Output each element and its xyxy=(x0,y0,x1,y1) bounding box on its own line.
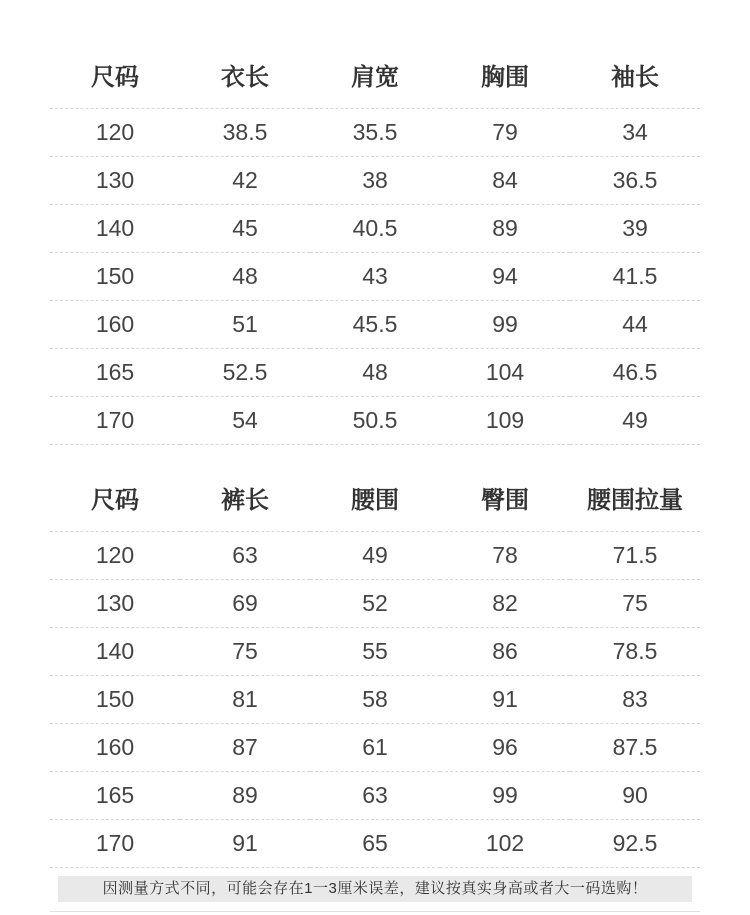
table-row xyxy=(50,157,700,205)
measurement-cell: 104 xyxy=(440,349,570,397)
measurement-cell: 63 xyxy=(310,772,440,820)
column-header: 腰围 xyxy=(310,461,440,532)
table-row xyxy=(50,109,700,157)
column-header: 尺码 xyxy=(50,38,180,109)
bottom-size-table xyxy=(50,461,700,868)
table-row xyxy=(50,724,700,772)
size-cell: 160 xyxy=(50,724,180,772)
measurement-cell: 49 xyxy=(570,397,700,445)
size-cell: 150 xyxy=(50,676,180,724)
measurement-cell: 87 xyxy=(180,724,310,772)
measurement-cell: 91 xyxy=(440,676,570,724)
measurement-cell: 91 xyxy=(180,820,310,868)
measurement-cell: 94 xyxy=(440,253,570,301)
measurement-cell: 48 xyxy=(310,349,440,397)
table-row xyxy=(50,301,700,349)
measurement-cell: 45 xyxy=(180,205,310,253)
measurement-cell: 69 xyxy=(180,580,310,628)
table-row xyxy=(50,820,700,868)
measurement-cell: 48 xyxy=(180,253,310,301)
size-cell: 120 xyxy=(50,532,180,580)
measurement-cell: 43 xyxy=(310,253,440,301)
table-header-row xyxy=(50,38,700,109)
column-header: 裤长 xyxy=(180,461,310,532)
table-row xyxy=(50,772,700,820)
measurement-cell: 61 xyxy=(310,724,440,772)
measurement-cell: 52.5 xyxy=(180,349,310,397)
measurement-cell: 75 xyxy=(180,628,310,676)
measurement-cell: 34 xyxy=(570,109,700,157)
measurement-cell: 38.5 xyxy=(180,109,310,157)
size-cell: 120 xyxy=(50,109,180,157)
measurement-cell: 71.5 xyxy=(570,532,700,580)
table-header-row xyxy=(50,461,700,532)
measurement-cell: 96 xyxy=(440,724,570,772)
measurement-cell: 44 xyxy=(570,301,700,349)
measurement-cell: 81 xyxy=(180,676,310,724)
measurement-cell: 78 xyxy=(440,532,570,580)
table-row xyxy=(50,628,700,676)
measurement-cell: 65 xyxy=(310,820,440,868)
measurement-cell: 35.5 xyxy=(310,109,440,157)
measurement-cell: 90 xyxy=(570,772,700,820)
size-cell: 165 xyxy=(50,349,180,397)
size-cell: 130 xyxy=(50,580,180,628)
top-size-table xyxy=(50,38,700,445)
measurement-cell: 102 xyxy=(440,820,570,868)
size-cell: 140 xyxy=(50,628,180,676)
measurement-cell: 42 xyxy=(180,157,310,205)
measurement-cell: 99 xyxy=(440,301,570,349)
measurement-cell: 109 xyxy=(440,397,570,445)
measurement-cell: 46.5 xyxy=(570,349,700,397)
measurement-cell: 50.5 xyxy=(310,397,440,445)
column-header: 腰围拉量 xyxy=(570,461,700,532)
table-row xyxy=(50,532,700,580)
measurement-cell: 38 xyxy=(310,157,440,205)
measurement-cell: 87.5 xyxy=(570,724,700,772)
column-header: 衣长 xyxy=(180,38,310,109)
measurement-cell: 40.5 xyxy=(310,205,440,253)
measurement-cell: 58 xyxy=(310,676,440,724)
measurement-cell: 86 xyxy=(440,628,570,676)
measurement-cell: 84 xyxy=(440,157,570,205)
measurement-cell: 63 xyxy=(180,532,310,580)
measurement-cell: 52 xyxy=(310,580,440,628)
table-row xyxy=(50,205,700,253)
measurement-cell: 82 xyxy=(440,580,570,628)
table-row xyxy=(50,397,700,445)
measurement-cell: 55 xyxy=(310,628,440,676)
table-row xyxy=(50,349,700,397)
size-cell: 130 xyxy=(50,157,180,205)
measurement-note: 因测量方式不同，可能会存在1一3厘米误差，建议按真实身高或者大一码选购！ xyxy=(58,876,692,902)
column-header: 臀围 xyxy=(440,461,570,532)
bottom-divider xyxy=(50,911,700,912)
measurement-cell: 41.5 xyxy=(570,253,700,301)
size-cell: 140 xyxy=(50,205,180,253)
size-cell: 165 xyxy=(50,772,180,820)
measurement-cell: 75 xyxy=(570,580,700,628)
measurement-cell: 45.5 xyxy=(310,301,440,349)
size-cell: 160 xyxy=(50,301,180,349)
measurement-cell: 89 xyxy=(180,772,310,820)
size-cell: 150 xyxy=(50,253,180,301)
size-cell: 170 xyxy=(50,820,180,868)
measurement-cell: 99 xyxy=(440,772,570,820)
measurement-cell: 36.5 xyxy=(570,157,700,205)
measurement-cell: 79 xyxy=(440,109,570,157)
measurement-cell: 54 xyxy=(180,397,310,445)
measurement-cell: 49 xyxy=(310,532,440,580)
measurement-cell: 39 xyxy=(570,205,700,253)
size-cell: 170 xyxy=(50,397,180,445)
measurement-cell: 89 xyxy=(440,205,570,253)
column-header: 肩宽 xyxy=(310,38,440,109)
table-row xyxy=(50,580,700,628)
measurement-cell: 92.5 xyxy=(570,820,700,868)
measurement-cell: 83 xyxy=(570,676,700,724)
table-row xyxy=(50,676,700,724)
measurement-cell: 51 xyxy=(180,301,310,349)
column-header: 袖长 xyxy=(570,38,700,109)
column-header: 尺码 xyxy=(50,461,180,532)
measurement-cell: 78.5 xyxy=(570,628,700,676)
table-row xyxy=(50,253,700,301)
column-header: 胸围 xyxy=(440,38,570,109)
